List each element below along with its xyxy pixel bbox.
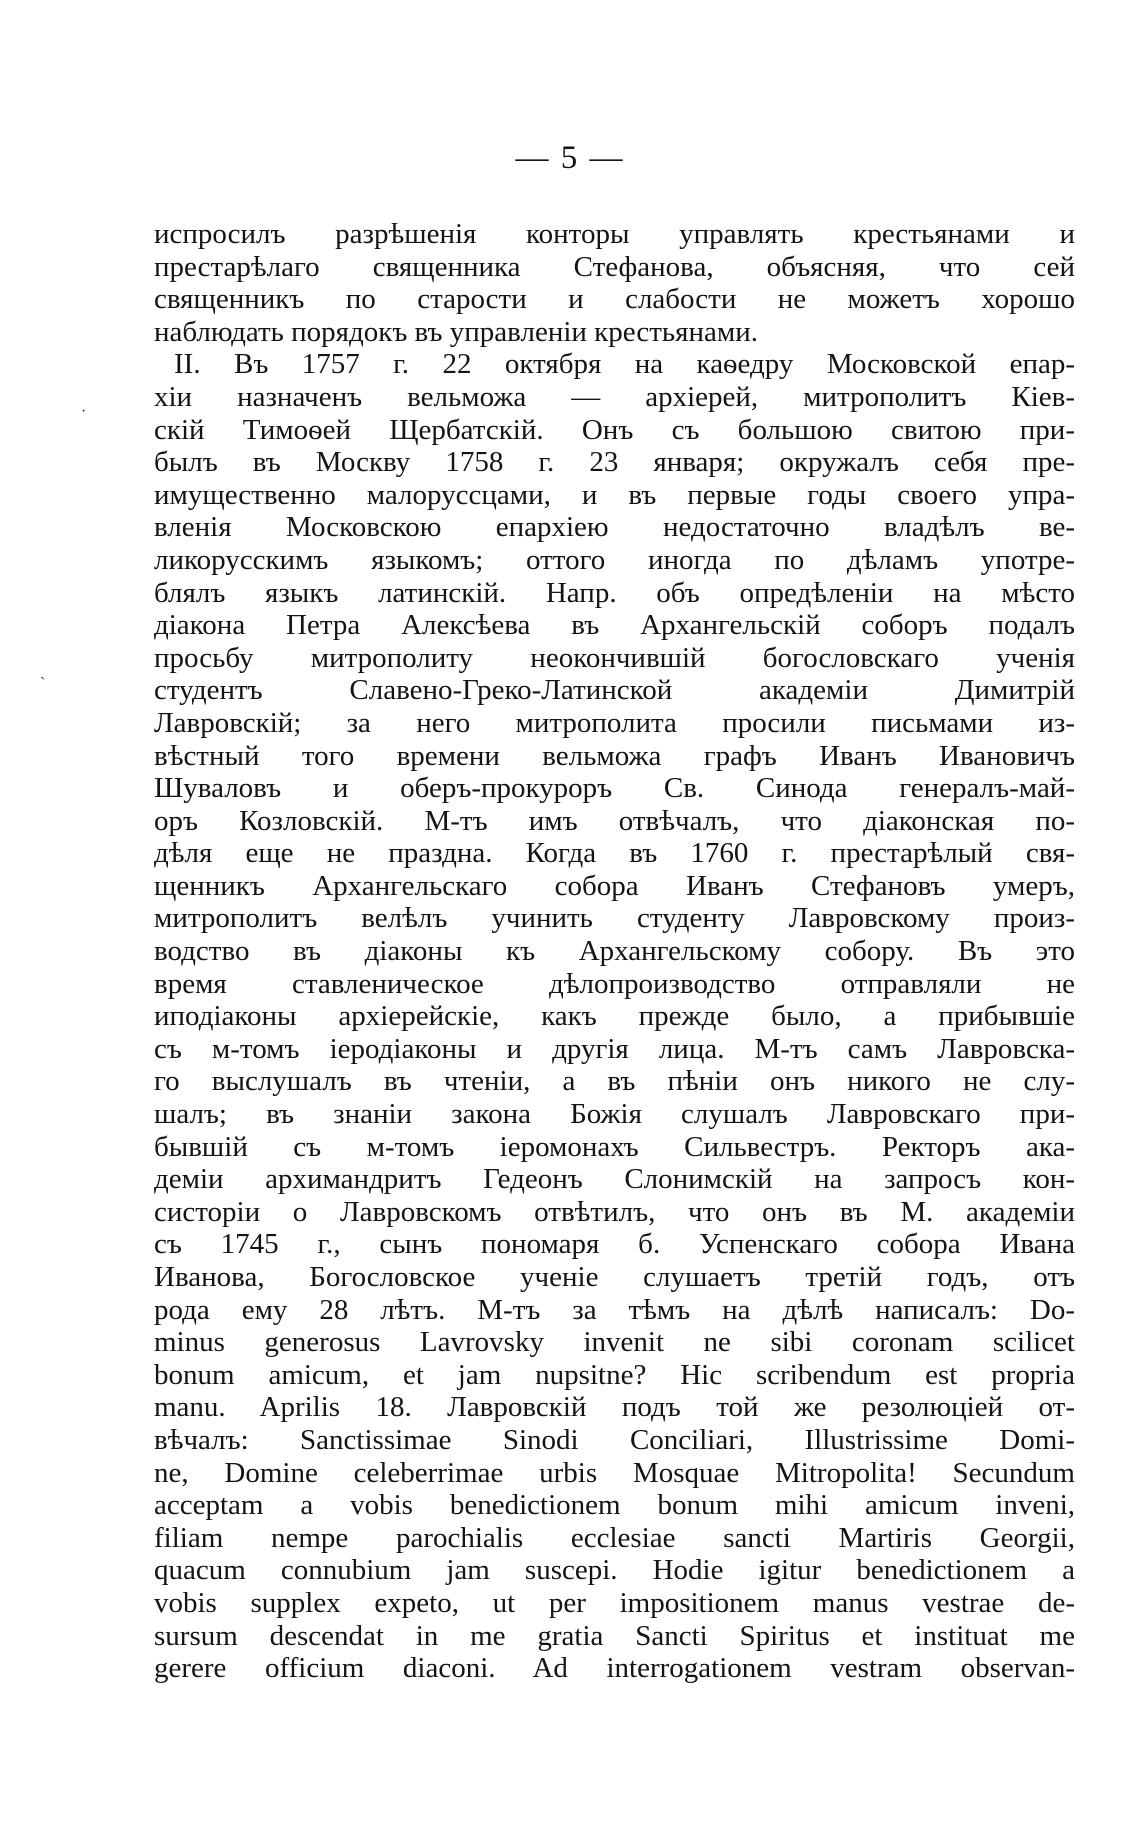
text-line: скій Тимоѳей Щербатскій. Онъ съ большою свитою при- bbox=[154, 413, 1075, 446]
text-line: manu. Aprilis 18. Лавровскій подъ той же резолюціей от- bbox=[154, 1391, 1075, 1424]
text-line: дѣля еще не праздна. Когда въ 1760 г. престарѣлый свя- bbox=[154, 837, 1075, 870]
text-line: просьбу митрополиту неокончившій богословскаго ученія bbox=[154, 641, 1075, 674]
text-line: митрополитъ велѣлъ учинить студенту Лавровскому произ- bbox=[154, 902, 1075, 935]
text-line: vobis supplex expeto, ut per impositionem manus vestrae de- bbox=[154, 1586, 1075, 1619]
text-line: наблюдать порядокъ въ управленіи крестьянами. bbox=[154, 315, 758, 348]
page-number: — 5 — bbox=[515, 140, 625, 176]
text-line: испросилъ разрѣшенія конторы управлять крестьянами и bbox=[154, 218, 1075, 250]
text-line: оръ Козловскій. М-тъ имъ отвѣчалъ, что діаконская по- bbox=[154, 804, 1075, 837]
text-line: блялъ языкъ латинскій. Напр. объ опредѣленіи на мѣсто bbox=[154, 576, 1075, 609]
text-line: Лавровскій; за него митрополита просили письмами из- bbox=[154, 706, 1075, 739]
text-line: II. Въ 1757 г. 22 октября на каѳедру Московской епар- bbox=[174, 348, 1075, 381]
text-line: ликорусскимъ языкомъ; оттого иногда по дѣламъ употре- bbox=[154, 543, 1075, 576]
text-line: деміи архимандритъ Гедеонъ Слонимскій на запросъ кон- bbox=[154, 1163, 1075, 1196]
text-line: ne, Domine celeberrimae urbis Mosquae Mitropolita! Secundum bbox=[154, 1456, 1075, 1489]
text-line: бывшій съ м-томъ іеромонахъ Сильвестръ. Ректоръ ака- bbox=[154, 1130, 1075, 1163]
text-line: имущественно малоруссцами, и въ первые годы своего упра- bbox=[154, 478, 1075, 511]
text-line: студентъ Славено-Греко-Латинской академіи Димитрій bbox=[154, 674, 1075, 707]
text-line: acceptam a vobis benedictionem bonum mihi amicum inveni, bbox=[154, 1489, 1075, 1522]
text-line: священникъ по старости и слабости не можетъ хорошо bbox=[154, 283, 1075, 316]
text-line: вленія Московскою епархіею недостаточно владѣлъ ве- bbox=[154, 511, 1075, 544]
text-line: престарѣлаго священника Стефанова, объясняя, что сей bbox=[154, 250, 1075, 283]
text-line: иподіаконы архіерейскіе, какъ прежде было, а прибывшіе bbox=[154, 1000, 1075, 1033]
text-line: щенникъ Архангельскаго собора Иванъ Стефановъ умеръ, bbox=[154, 869, 1075, 902]
text-line: хіи назначенъ вельможа — архіерей, митрополитъ Кіев- bbox=[154, 380, 1075, 413]
text-line: съ 1745 г., сынъ пономаря б. Успенскаго собора Ивана bbox=[154, 1228, 1075, 1261]
text-line: Иванова, Богословское ученіе слушаетъ третій годъ, отъ bbox=[154, 1261, 1075, 1293]
margin-tick: ˎ bbox=[40, 663, 46, 680]
text-line: систоріи о Лавровскомъ отвѣтилъ, что онъ въ М. академіи bbox=[154, 1195, 1075, 1228]
text-line: Шуваловъ и оберъ-прокуроръ Св. Синода генералъ-май- bbox=[154, 772, 1075, 805]
text-line: шалъ; въ знаніи закона Божія слушалъ Лавровскаго при- bbox=[154, 1098, 1075, 1131]
text-line: sursum descendat in me gratia Sancti Spiritus et instituat me bbox=[154, 1619, 1075, 1652]
margin-dot: · bbox=[81, 403, 87, 420]
text-line: съ м-томъ іеродіаконы и другія лица. М-тъ самъ Лавровска- bbox=[154, 1032, 1075, 1065]
text-line: былъ въ Москву 1758 г. 23 января; окружалъ себя пре- bbox=[154, 446, 1075, 479]
text-line: quacum connubium jam suscepi. Hodie igitur benedictionem a bbox=[154, 1554, 1075, 1587]
text-line: filiam nempe parochialis ecclesiae sancti Martiris Georgii, bbox=[154, 1521, 1075, 1554]
text-line: діакона Петра Алексѣева въ Архангельскій соборъ подалъ bbox=[154, 609, 1075, 642]
text-line: го выслушалъ въ чтеніи, а въ пѣніи онъ никого не слу- bbox=[154, 1065, 1075, 1098]
text-line: gerere officium diaconi. Ad interrogationem vestram observan- bbox=[154, 1652, 1075, 1685]
text-line: вѣстный того времени вельможа графъ Иванъ Ивановичъ bbox=[154, 739, 1075, 772]
text-line: bonum amicum, et jam nupsitne? Hic scribendum est propria bbox=[154, 1358, 1075, 1391]
text-line: вѣчалъ: Sanctissimae Sinodi Conciliari, Illustrissime Domi- bbox=[154, 1423, 1075, 1456]
text-line: время ставленическое дѣлопроизводство отправляли не bbox=[154, 967, 1075, 1000]
text-line: водство въ діаконы къ Архангельскому собору. Въ это bbox=[154, 935, 1075, 968]
text-line: рода ему 28 лѣтъ. М-тъ за тѣмъ на дѣлѣ написалъ: Do- bbox=[154, 1293, 1075, 1326]
text-line: minus generosus Lavrovsky invenit ne sibi coronam scilicet bbox=[154, 1326, 1075, 1359]
body-text bbox=[154, 218, 1075, 1685]
